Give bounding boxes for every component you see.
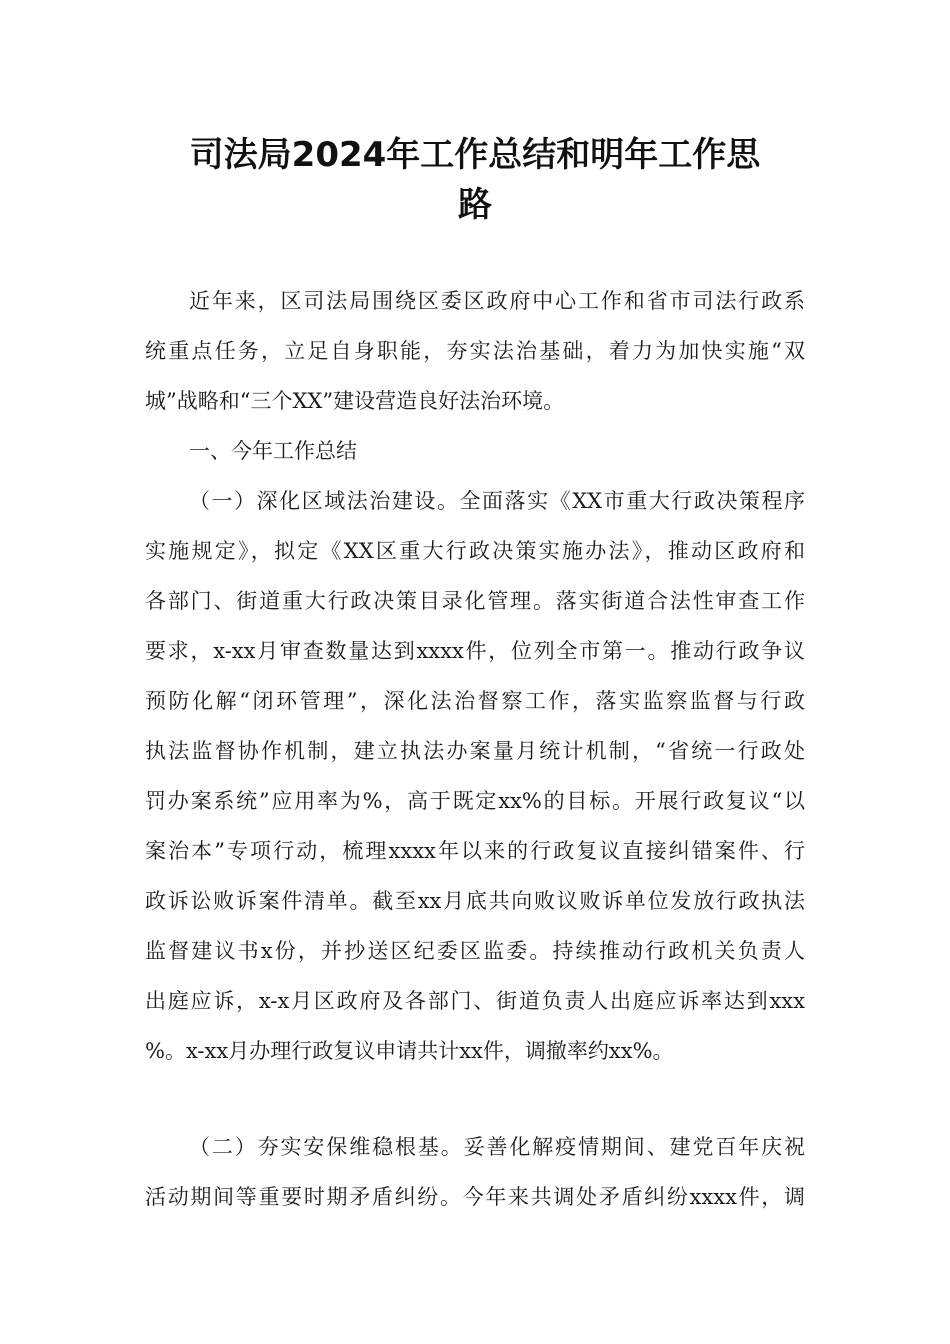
paragraph-2-line-11: 出庭应诉，x-x月区政府及各部门、街道负责人出庭应诉率达到xxx [145, 989, 805, 1013]
paragraph-2-line-5: 预防化解“闭环管理”，深化法治督察工作，落实监察监督与行政 [145, 689, 805, 713]
paragraph-2-line-10: 监督建议书x份，并抄送区纪委区监委。持续推动行政机关负责人 [145, 939, 805, 963]
document-title-line-1: 司法局2024年工作总结和明年工作思 [189, 135, 761, 175]
paragraph-1-line-2: 统重点任务，立足自身职能，夯实法治基础，着力为加快实施“双 [145, 339, 805, 363]
paragraph-2-line-12: %。x-xx月办理行政复议申请共计xx件，调撤率约xx%。 [145, 1039, 674, 1063]
paragraph-2-line-2: 实施规定》，拟定《XX区重大行政决策实施办法》，推动区政府和 [145, 539, 805, 563]
paragraph-2-line-3: 各部门、街道重大行政决策目录化管理。落实街道合法性审查工作 [145, 589, 805, 613]
paragraph-1-line-3: 城”战略和“三个XX”建设营造良好法治环境。 [145, 389, 565, 413]
paragraph-2-line-1: （一）深化区域法治建设。全面落实《XX市重大行政决策程序 [189, 489, 805, 513]
paragraph-2-line-6: 执法监督协作机制，建立执法办案量月统计机制，“省统一行政处 [145, 739, 805, 763]
paragraph-1-line-1: 近年来，区司法局围绕区委区政府中心工作和省市司法行政系 [189, 289, 805, 313]
paragraph-3-line-1: （二）夯实安保维稳根基。妥善化解疫情期间、建党百年庆祝 [189, 1135, 805, 1159]
paragraph-3-line-2: 活动期间等重要时期矛盾纠纷。今年来共调处矛盾纠纷xxxx件，调 [145, 1185, 805, 1209]
section-1-heading: 一、今年工作总结 [189, 439, 357, 463]
paragraph-2-line-7: 罚办案系统”应用率为%，高于既定xx%的目标。开展行政复议“以 [145, 789, 805, 813]
document-title-line-2: 路 [458, 185, 492, 225]
paragraph-2-line-9: 政诉讼败诉案件清单。截至xx月底共向败议败诉单位发放行政执法 [145, 889, 805, 913]
paragraph-2-line-4: 要求，x-xx月审查数量达到xxxx件，位列全市第一。推动行政争议 [145, 639, 805, 663]
paragraph-2-line-8: 案治本”专项行动，梳理xxxx年以来的行政复议直接纠错案件、行 [145, 839, 805, 863]
